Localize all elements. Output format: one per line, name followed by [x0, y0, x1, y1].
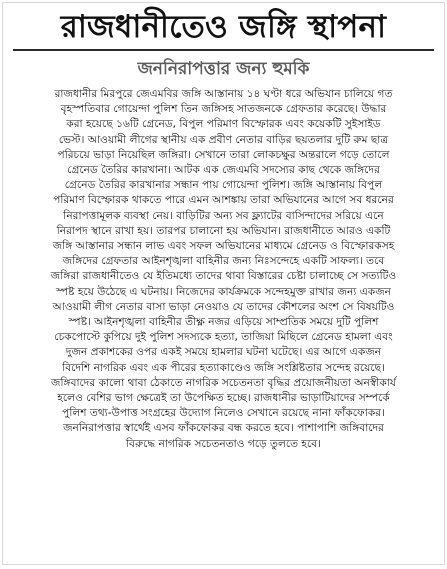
body-line: জঙ্গিদের গ্রেফতার আইনশৃঙ্খলা বাহিনীর জন্য নিঃসন্দেহে একটি সাফল্য। তবে: [62, 255, 385, 268]
body-line: স্পষ্ট। আইনশৃঙ্খলা বাহিনীর তীক্ষ্ণ নজর এড়িয়ে সাম্প্রতিক সময়ে দুটি পুলিশ: [68, 316, 379, 329]
body-line: পরিচয়ে ভাড়া নিয়েছিল জঙ্গিরা। সেখানে তারা লোকচক্ষুর অন্তরালে গড়ে তোলে: [57, 148, 390, 161]
body-line: গ্রেনেড তৈরির কারখানা। আটক এক জেএমবি সদস্যের কাছ থেকে জঙ্গিদের: [67, 164, 380, 177]
newspaper-clipping: [2, 2, 445, 565]
subheadline: জননিরাপত্তার জন্য হুমকি: [137, 59, 310, 79]
body-line: দুজন প্রকাশকের ওপর একই সময়ে হামলার ঘটনা ঘটেছে। এর আগে একজন: [65, 346, 382, 359]
body-line: পরিমাণ বিস্ফোরক থাকতে পারে এমন আশঙ্কায় তারা অভিযানের আগে সব ধরনের: [53, 194, 394, 207]
headline: রাজধানীতেও জঙ্গি স্থাপনা: [60, 9, 387, 45]
body-line: জননিরাপত্তার স্বার্থেই এসব ফাঁকফোকর বন্ধ করতে হবে। পাশাপাশি জঙ্গিবাদের: [63, 422, 384, 435]
body-line: ভেস্ট। আওয়ামী লীগের স্থানীয় এক প্রবীণ নেতার বাড়ির ছয়তলার দুটি রুম ছাত্র: [58, 133, 389, 146]
headline-divider: [13, 49, 434, 51]
body-line: হলেও বেশির ভাগ ক্ষেত্রেই তা উপেক্ষিত হচ্ছে। রাজধানীর ভাড়াটিয়াদের সম্পর্কে: [57, 392, 390, 405]
body-line: চেকপোস্টে কুপিয়ে দুই পুলিশ সদস্যকে হত্যা, তাজিয়া মিছিলে গ্রেনেড হামলা এবং: [54, 331, 393, 344]
body-line: পুলিশ তথ্য-উপাত্ত সংগ্রহের উদ্যোগ নিলেও সেখানে রয়েছে নানা ফাঁকফোকর।: [62, 407, 385, 420]
body-line: জঙ্গি আস্তানার সন্ধান লাভ এবং সফল অভিযানের মাধ্যমে গ্রেনেড ও বিস্ফোরকসহ: [52, 240, 395, 253]
body-line: স্পষ্ট হয়ে উঠেছে এ ঘটনায়। নিজেদের কার্যক্রমকে সন্দেহমুক্ত রাখার জন্য একজন: [55, 285, 391, 298]
body-line: নিরাপত্তামূলক ব্যবস্থা নেয়। বাড়িটির অন্য সব ফ্ল্যাটের বাসিন্দাদের সরিয়ে এনে: [63, 209, 384, 222]
body-line: জঙ্গিরা রাজধানীতেও যে ইতিমধ্যে তাদের থাবা বিস্তারের চেষ্টা চালাচ্ছে সে সত্যটিও: [50, 270, 397, 283]
body-line: বিরুদ্ধে নাগরিক সচেতনতাও গড়ে তুলতে হবে।: [126, 437, 321, 450]
body-line: করা হয়েছে ১৬টি গ্রেনেড, বিপুল পরিমাণ বিস্ফোরক এবং কয়েকটি সুইসাইড: [66, 118, 381, 131]
body-line: জঙ্গিবাদের কালো থাবা ঠেকাতে নাগরিক সচেতনতা বৃদ্ধির প্রয়োজনীয়তা অনস্বীকার্য: [51, 376, 396, 389]
body-line: গ্রেনেড তৈরির কারখানার সন্ধান পায় গোয়েন্দা পুলিশ। জঙ্গি আস্তানায় বিপুল: [64, 179, 383, 192]
body-line: বৃহস্পতিবার গোয়েন্দা পুলিশ তিন জঙ্গিসহ সাতজনকে গ্রেফতার করেছে। উদ্ধার: [60, 103, 387, 116]
article-body: [11, 87, 436, 452]
body-line: আওয়ামী লীগ নেতার বাসা ভাড়া নেওয়াও যে তাদের কৌশলের অংশ সে বিষয়টিও: [52, 300, 395, 313]
body-line: নিরাপদ স্থানে রাখা হয়। তারপর চালানো হয় অভিযান। রাজধানীতে আরও একটি: [56, 224, 391, 237]
body-line: বিদেশি নাগরিক এবং এক পীরের হত্যাকাণ্ডেও জঙ্গি সংশ্লিষ্টতার সন্দেহ রয়েছে।: [62, 361, 385, 374]
body-line: রাজধানীর মিরপুরে জেএমবির জঙ্গি আস্তানায় ১৪ ঘণ্টা ধরে অভিযান চালিয়ে গত: [54, 88, 393, 100]
